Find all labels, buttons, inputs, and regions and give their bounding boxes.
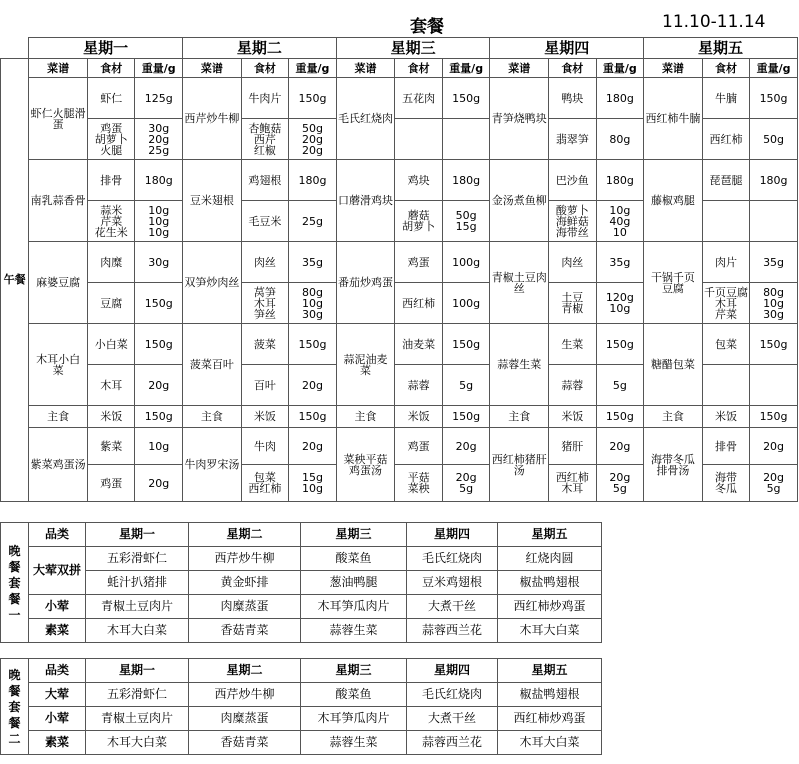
dinner-header: 星期一 [86,659,189,683]
weight: 35g [750,242,798,283]
ingredient: 毛豆米 [241,201,289,242]
dish-name: 藤椒鸡腿 [644,160,703,242]
weight: 120g 10g [596,283,644,324]
dish-name: 青椒土豆肉丝 [490,242,549,324]
soup-name: 菜秧平菇 鸡蛋汤 [336,428,395,502]
ingredient: 蒜米 芹菜 花生米 [87,201,135,242]
weight: 35g [596,242,644,283]
column-header: 重量/g [442,59,490,78]
weight: 15g 10g [289,465,337,502]
spacer [797,324,798,365]
weight: 25g [289,201,337,242]
weight: 35g [289,242,337,283]
weight: 150g [750,324,798,365]
ingredient: 鸭块 [549,78,597,119]
column-header: 菜谱 [336,59,395,78]
ingredient: 牛肉片 [241,78,289,119]
spacer [797,78,798,119]
dish-item: 黄金虾排 [189,571,301,595]
dish-name: 口蘑滑鸡块 [336,160,395,242]
weight: 20g [596,428,644,465]
dinner-set-label: 晚 餐 套 餐 一 [1,523,29,643]
category-label: 素菜 [29,619,86,643]
soup-name: 西红柿猪肝汤 [490,428,549,502]
category-label: 大荤双拼 [29,547,86,595]
ingredient: 牛腩 [702,78,750,119]
dish-name: 青笋烧鸭块 [490,78,549,160]
dish-item: 大煮干丝 [407,595,498,619]
dish-item: 酸菜鱼 [301,547,407,571]
dinner-header: 品类 [29,659,86,683]
dish-item: 豆米鸡翅根 [407,571,498,595]
ingredient: 平菇 菜秧 [395,465,443,502]
column-header: 食材 [241,59,289,78]
weight: 180g [135,160,183,201]
dish-name: 南乳蒜香骨 [29,160,88,242]
weight: 20g 5g [596,465,644,502]
ingredient: 紫菜 [87,428,135,465]
dinner-set-label: 晚 餐 套 餐 二 [1,659,29,755]
weight: 50g 20g 20g [289,119,337,160]
ingredient: 鸡蛋 胡萝卜 火腿 [87,119,135,160]
column-header: 菜谱 [29,59,88,78]
dish-item: 椒盐鸭翅根 [498,683,602,707]
weight [750,365,798,406]
dinner-header: 品类 [29,523,86,547]
ingredient: 土豆 青椒 [549,283,597,324]
weight: 180g [596,78,644,119]
weight: 50g [750,119,798,160]
ingredient: 五花肉 [395,78,443,119]
ingredient: 生菜 [549,324,597,365]
weight: 30g [135,242,183,283]
dish-item: 毛氏红烧肉 [407,547,498,571]
staple-ingredient: 米饭 [702,406,750,428]
dinner-set-1-table [0,522,602,643]
staple-label: 主食 [183,406,242,428]
spacer [797,365,798,406]
ingredient [702,201,750,242]
dish-item: 木耳笋瓜肉片 [301,595,407,619]
dish-item: 蒜蓉生菜 [301,619,407,643]
ingredient: 木耳 [87,365,135,406]
ingredient: 排骨 [702,428,750,465]
dish-item: 青椒土豆肉片 [86,707,189,731]
day-header: 星期四 [490,38,644,59]
dish-name: 毛氏红烧肉 [336,78,395,160]
ingredient: 包菜 [702,324,750,365]
dish-name: 豆米翅根 [183,160,242,242]
weight: 50g 15g [442,201,490,242]
ingredient: 莴笋 木耳 笋丝 [241,283,289,324]
weight: 150g [289,78,337,119]
ingredient: 海带 冬瓜 [702,465,750,502]
soup-name: 紫菜鸡蛋汤 [29,428,88,502]
column-header: 食材 [87,59,135,78]
dinner-header: 星期五 [498,523,602,547]
dish-item: 木耳大白菜 [86,619,189,643]
day-header: 星期三 [336,38,490,59]
dish-name: 双笋炒肉丝 [183,242,242,324]
ingredient: 小白菜 [87,324,135,365]
ingredient: 肉糜 [87,242,135,283]
staple-weight: 150g [442,406,490,428]
weight: 80g [596,119,644,160]
weight: 10g [135,428,183,465]
spacer [797,283,798,324]
column-header: 重量/g [596,59,644,78]
ingredient: 西红柿 [702,119,750,160]
ingredient: 牛肉 [241,428,289,465]
dish-name: 麻婆豆腐 [29,242,88,324]
dish-item: 蒜蓉西兰花 [407,619,498,643]
weight: 20g [135,465,183,502]
dish-item: 大煮干丝 [407,707,498,731]
lunch-label: 午餐 [1,59,29,502]
dish-item: 五彩滑虾仁 [86,547,189,571]
dinner-header: 星期一 [86,523,189,547]
dish-item: 毛氏红烧肉 [407,683,498,707]
category-label: 大荤 [29,683,86,707]
category-label: 小荤 [29,595,86,619]
ingredient: 蘑菇 胡萝卜 [395,201,443,242]
column-header: 重量/g [289,59,337,78]
weight: 100g [442,242,490,283]
lunch-table [0,37,799,502]
weight: 20g [289,365,337,406]
dinner-set-2-table [0,658,602,755]
spacer [797,38,798,59]
weight: 20g [289,428,337,465]
weight: 180g [442,160,490,201]
staple-weight: 150g [289,406,337,428]
ingredient: 虾仁 [87,78,135,119]
dish-item: 西芹炒牛柳 [189,683,301,707]
dish-item: 酸菜鱼 [301,683,407,707]
dish-item: 肉糜蒸蛋 [189,707,301,731]
category-label: 素菜 [29,731,86,755]
staple-ingredient: 米饭 [87,406,135,428]
dish-name: 木耳小白 菜 [29,324,88,406]
weight: 20g [135,365,183,406]
ingredient: 包菜 西红柿 [241,465,289,502]
dish-item: 红烧肉圆 [498,547,602,571]
dish-item: 木耳大白菜 [498,619,602,643]
ingredient: 豆腐 [87,283,135,324]
weight: 100g [442,283,490,324]
weight: 150g [289,324,337,365]
date-range: 11.10-11.14 [662,12,766,32]
ingredient: 琵琶腿 [702,160,750,201]
ingredient: 排骨 [87,160,135,201]
spacer [797,465,798,502]
weight: 180g [750,160,798,201]
dish-item: 木耳笋瓜肉片 [301,707,407,731]
staple-ingredient: 米饭 [395,406,443,428]
spacer [797,428,798,465]
dinner-header: 星期三 [301,659,407,683]
dish-name: 虾仁火腿滑蛋 [29,78,88,160]
dish-name: 干锅千页 豆腐 [644,242,703,324]
day-header: 星期一 [29,38,183,59]
dinner-header: 星期四 [407,659,498,683]
weight: 20g 5g [442,465,490,502]
column-header: 食材 [702,59,750,78]
dinner-header: 星期三 [301,523,407,547]
dish-item: 西红柿炒鸡蛋 [498,595,602,619]
weight: 150g [442,324,490,365]
spacer [797,201,798,242]
ingredient: 巴沙鱼 [549,160,597,201]
dish-item: 香菇青菜 [189,731,301,755]
staple-ingredient: 米饭 [241,406,289,428]
ingredient [702,365,750,406]
weight [750,201,798,242]
ingredient: 西红柿 [395,283,443,324]
weight: 125g [135,78,183,119]
dish-name: 蒜泥油麦 菜 [336,324,395,406]
ingredient: 鸡翅根 [241,160,289,201]
ingredient: 西红柿 木耳 [549,465,597,502]
column-header: 重量/g [750,59,798,78]
dish-name: 糖醋包菜 [644,324,703,406]
dish-name: 番茄炒鸡蛋 [336,242,395,324]
column-header: 菜谱 [490,59,549,78]
weight: 5g [596,365,644,406]
ingredient: 杏鲍菇 西芹 红椒 [241,119,289,160]
dinner-header: 星期四 [407,523,498,547]
weight: 20g [750,428,798,465]
dish-item: 青椒土豆肉片 [86,595,189,619]
spacer [797,160,798,201]
ingredient: 鸡蛋 [395,428,443,465]
weight: 80g 10g 30g [750,283,798,324]
weight: 150g [750,78,798,119]
dish-item: 香菇青菜 [189,619,301,643]
ingredient: 鸡蛋 [87,465,135,502]
ingredient: 肉丝 [549,242,597,283]
dish-item: 肉糜蒸蛋 [189,595,301,619]
column-header: 食材 [395,59,443,78]
day-header: 星期五 [644,38,798,59]
dish-item: 木耳大白菜 [498,731,602,755]
dinner-header: 星期二 [189,523,301,547]
dish-item: 椒盐鸭翅根 [498,571,602,595]
ingredient [395,119,443,160]
weight: 10g 10g 10g [135,201,183,242]
weight: 150g [135,283,183,324]
weight: 20g [442,428,490,465]
ingredient: 油麦菜 [395,324,443,365]
ingredient: 酸萝卜 海鲜菇 海带丝 [549,201,597,242]
dish-name: 金汤煮鱼柳 [490,160,549,242]
ingredient: 蒜蓉 [549,365,597,406]
weight: 150g [442,78,490,119]
column-header: 重量/g [135,59,183,78]
staple-label: 主食 [644,406,703,428]
ingredient: 翡翠笋 [549,119,597,160]
column-header: 菜谱 [644,59,703,78]
dish-item: 西芹炒牛柳 [189,547,301,571]
weight: 180g [596,160,644,201]
ingredient: 肉片 [702,242,750,283]
weight: 30g 20g 25g [135,119,183,160]
ingredient: 鸡块 [395,160,443,201]
dish-item: 蚝汁扒猪排 [86,571,189,595]
weight: 10g 40g 10 [596,201,644,242]
weight: 20g 5g [750,465,798,502]
weight: 150g [135,324,183,365]
staple-label: 主食 [490,406,549,428]
staple-weight: 150g [135,406,183,428]
corner-cell [1,38,29,59]
ingredient: 蒜蓉 [395,365,443,406]
column-header: 菜谱 [183,59,242,78]
dish-name: 菠菜百叶 [183,324,242,406]
dinner-header: 星期五 [498,659,602,683]
ingredient: 肉丝 [241,242,289,283]
page-title: 套餐 [410,17,444,37]
weight: 150g [596,324,644,365]
spacer [797,119,798,160]
ingredient: 鸡蛋 [395,242,443,283]
dish-name: 西芹炒牛柳 [183,78,242,160]
staple-weight: 150g [596,406,644,428]
dish-item: 蒜蓉生菜 [301,731,407,755]
dish-item: 葱油鸭腿 [301,571,407,595]
staple-weight: 150g [750,406,798,428]
dish-item: 蒜蓉西兰花 [407,731,498,755]
soup-name: 牛肉罗宋汤 [183,428,242,502]
staple-ingredient: 米饭 [549,406,597,428]
staple-label: 主食 [336,406,395,428]
weight: 5g [442,365,490,406]
dish-item: 五彩滑虾仁 [86,683,189,707]
column-header: 食材 [549,59,597,78]
dish-item: 木耳大白菜 [86,731,189,755]
ingredient: 百叶 [241,365,289,406]
weight [442,119,490,160]
staple-label: 主食 [29,406,88,428]
weight: 80g 10g 30g [289,283,337,324]
dinner-header: 星期二 [189,659,301,683]
spacer [797,59,798,78]
spacer [797,242,798,283]
weight: 180g [289,160,337,201]
ingredient: 千页豆腐 木耳 芹菜 [702,283,750,324]
soup-name: 海带冬瓜 排骨汤 [644,428,703,502]
dish-name: 蒜蓉生菜 [490,324,549,406]
day-header: 星期二 [183,38,337,59]
ingredient: 猪肝 [549,428,597,465]
spacer [797,406,798,428]
category-label: 小荤 [29,707,86,731]
ingredient: 菠菜 [241,324,289,365]
dish-name: 西红柿牛腩 [644,78,703,160]
dish-item: 西红柿炒鸡蛋 [498,707,602,731]
